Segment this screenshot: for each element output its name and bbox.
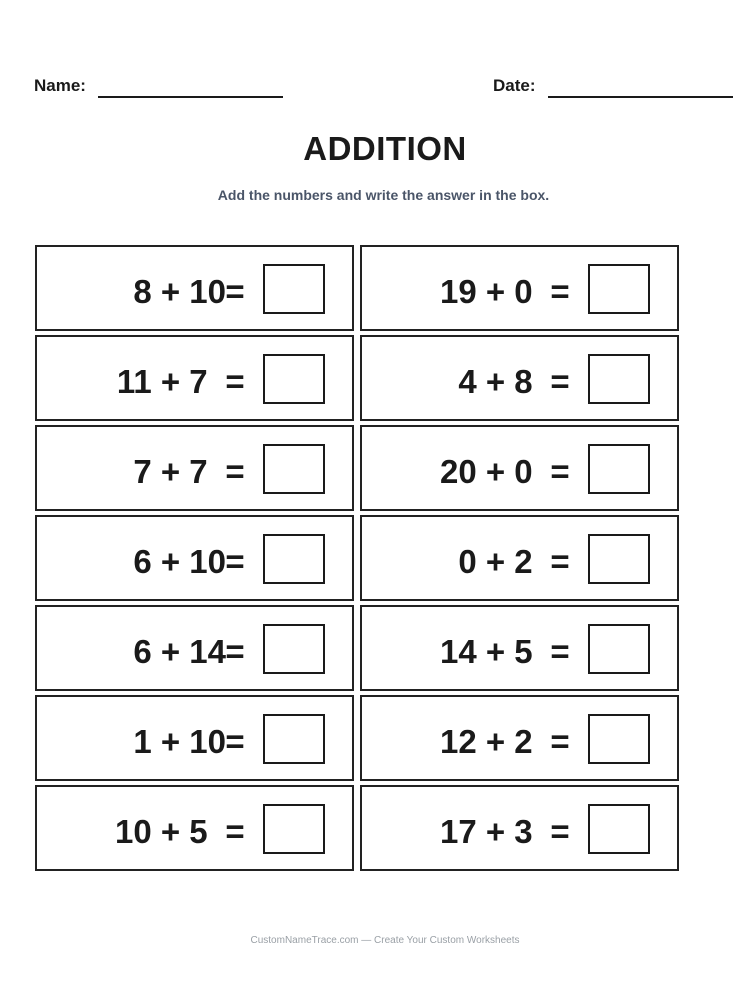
- worksheet-title: ADDITION: [303, 130, 467, 167]
- problem-expression: 8 + 10: [133, 273, 226, 310]
- answer-box[interactable]: [263, 714, 325, 764]
- problem-expression: 6 + 10: [133, 543, 226, 580]
- answer-box[interactable]: [263, 354, 325, 404]
- problem-expression: 7 + 7: [133, 453, 226, 490]
- problem-cell: [35, 425, 354, 511]
- problem-expression: 17 + 3: [439, 813, 551, 850]
- answer-box[interactable]: [588, 534, 650, 584]
- name-field[interactable]: [34, 74, 283, 98]
- problem-cell: [35, 515, 354, 601]
- equals-sign: =: [550, 633, 570, 670]
- equals-sign: =: [550, 543, 570, 580]
- answer-box[interactable]: [263, 624, 325, 674]
- problem-expression: 0 + 2: [458, 543, 551, 580]
- date-field[interactable]: [493, 74, 733, 98]
- answer-box[interactable]: [263, 264, 325, 314]
- name-label: Name:: [34, 76, 86, 95]
- equals-sign: =: [225, 543, 245, 580]
- equals-sign: =: [225, 453, 245, 490]
- problem-cell: [360, 335, 679, 421]
- problem-cell: [360, 695, 679, 781]
- problem-cell: [360, 605, 679, 691]
- problem-expression: 6 + 14: [133, 633, 226, 670]
- problem-cell: [35, 785, 354, 871]
- equals-sign: =: [225, 723, 245, 760]
- problem-expression: 1 + 10: [133, 723, 226, 760]
- problem-expression: 4 + 8: [458, 363, 551, 400]
- answer-box[interactable]: [588, 624, 650, 674]
- problem-expression: 11 + 7: [116, 363, 226, 400]
- answer-box[interactable]: [588, 714, 650, 764]
- equals-sign: =: [225, 633, 245, 670]
- problem-cell: [35, 335, 354, 421]
- problem-cell: [35, 605, 354, 691]
- answer-box[interactable]: [588, 354, 650, 404]
- problem-expression: 10 + 5: [114, 813, 226, 850]
- answer-box[interactable]: [588, 444, 650, 494]
- equals-sign: =: [550, 723, 570, 760]
- problem-expression: 12 + 2: [439, 723, 551, 760]
- problem-cell: [360, 785, 679, 871]
- problem-cell: [35, 695, 354, 781]
- equals-sign: =: [550, 273, 570, 310]
- equals-sign: =: [225, 273, 245, 310]
- answer-box[interactable]: [588, 264, 650, 314]
- problem-cell: [35, 245, 354, 331]
- answer-box[interactable]: [588, 804, 650, 854]
- footer-credit: CustomNameTrace.com — Create Your Custom Worksheets: [250, 935, 520, 946]
- equals-sign: =: [550, 363, 570, 400]
- problem-cell: [360, 515, 679, 601]
- header-row: [0, 74, 750, 98]
- equals-sign: =: [550, 453, 570, 490]
- worksheet-instructions: Add the numbers and write the answer in the box.: [217, 187, 550, 203]
- answer-box[interactable]: [263, 804, 325, 854]
- problem-expression: 14 + 5: [439, 633, 551, 670]
- equals-sign: =: [225, 813, 245, 850]
- problem-cell: [360, 425, 679, 511]
- answer-box[interactable]: [263, 534, 325, 584]
- name-write-line[interactable]: [98, 80, 283, 98]
- date-label: Date:: [493, 76, 536, 95]
- equals-sign: =: [225, 363, 245, 400]
- date-write-line[interactable]: [548, 80, 733, 98]
- equals-sign: =: [550, 813, 570, 850]
- problem-expression: 19 + 0: [439, 273, 551, 310]
- answer-box[interactable]: [263, 444, 325, 494]
- problem-cell: [360, 245, 679, 331]
- problem-expression: 20 + 0: [439, 453, 551, 490]
